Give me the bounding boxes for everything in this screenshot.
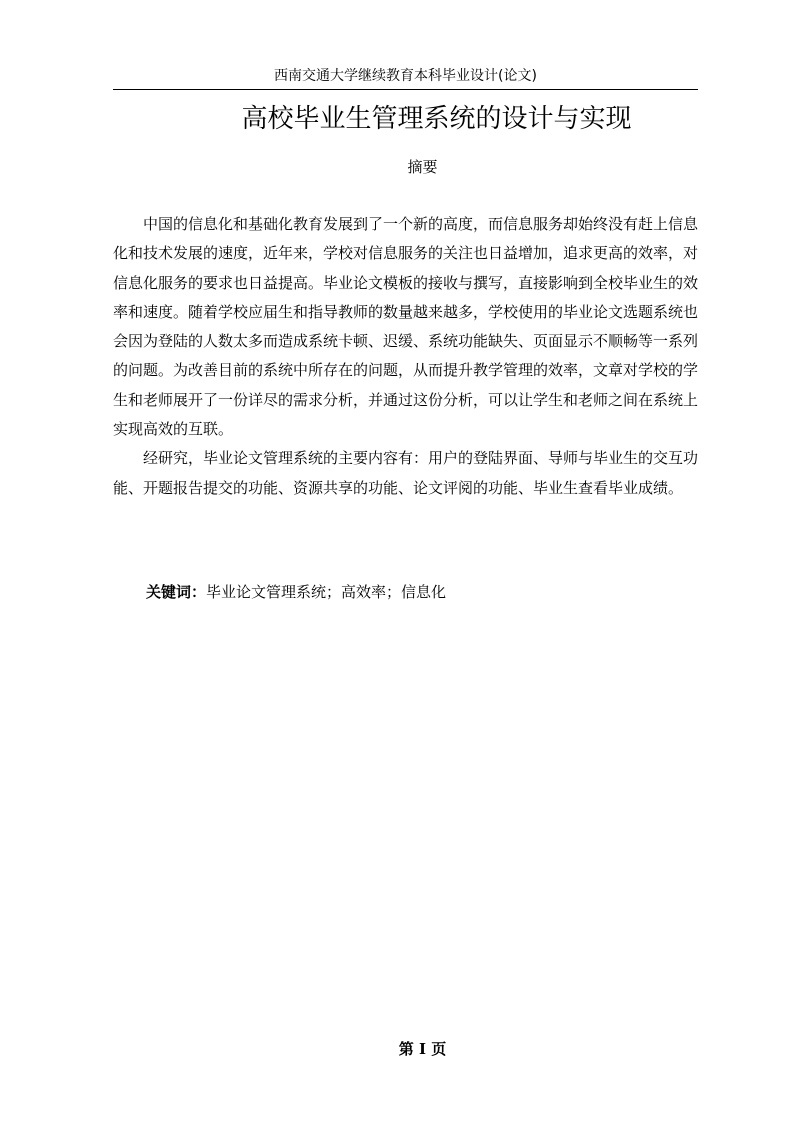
abstract-heading: 摘要 [407,158,438,176]
running-header: 西南交通大学继续教育本科毕业设计(论文) [274,68,537,84]
document-title: 高校毕业生管理系统的设计与实现 [241,104,632,134]
keywords-line [146,580,698,604]
keywords-label: 关键词： [146,583,207,601]
page-number: 第 I 页 [398,1040,447,1058]
abstract-paragraph-2: 经研究，毕业论文管理系统的主要内容有：用户的登陆界面、导师与毕业生的交互功能、开题报告提交的功能、资源共享的功能、论文评阅的功能、毕业生查看毕业成绩。 [113,449,699,497]
abstract-paragraph-1: 中国的信息化和基础化教育发展到了一个新的高度，而信息服务却始终没有赶上信息化和技术发展的速度，近年来，学校对信息服务的关注也日益增加，追求更高的效率，对信息化服务的要求也日益提高。毕业论文模板的接收与撰写，直接影响到全校毕业生的效率和速度。随着学校应届生和指导教师的数量越来越多，学校使用的毕业论文选题系统也会因为登陆的人数太多而造成系统卡顿、迟缓、系统功能缺失、页面显示不顺畅等一系列的问题。为改善目前的系统中所存在的问题，从而提升教学管理的效率，文章对学校的学生和老师展开了一份详尽的需求分析，并通过这份分析，可以让学生和老师之间在系统上实现高效的互联。 [113,215,699,439]
keywords-value: 毕业论文管理系统；高效率；信息化 [206,583,447,601]
header-divider [113,89,698,90]
abstract-body [113,210,698,503]
